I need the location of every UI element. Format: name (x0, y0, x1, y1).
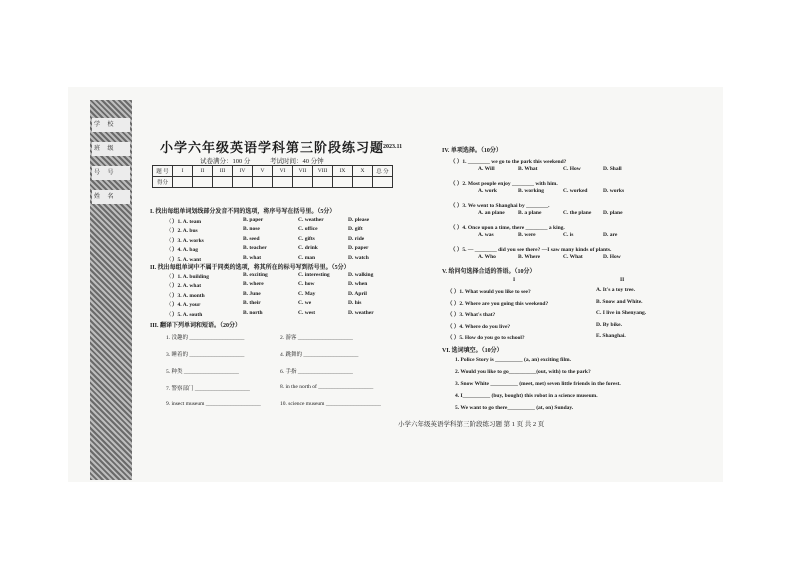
score-header: 总 分 (373, 166, 393, 177)
choice-option: ）4. A. bag (172, 247, 198, 254)
choice-option: ）4. A. your (172, 302, 201, 309)
answer-bracket: （ (166, 311, 172, 318)
score-cell[interactable] (333, 177, 353, 188)
answer-bracket: （ (166, 237, 172, 244)
choice-option: C. weather (298, 217, 324, 223)
choice-option: A. was (478, 232, 494, 238)
choice-option: B. teacher (243, 245, 267, 252)
choice-option: B. working (518, 188, 544, 194)
choice-option: D. are (603, 232, 618, 238)
number-field: 号 号 (92, 166, 130, 180)
choice-option: D. when (348, 281, 368, 288)
score-cell[interactable] (293, 177, 313, 188)
choice-option: C. office (298, 226, 318, 233)
answer-bracket: （ (166, 302, 172, 309)
choice-option: C. drink (298, 245, 318, 252)
choice-option: B. exciting (243, 272, 268, 278)
translation-item: 5. 种类 ____________________ (166, 369, 239, 375)
mc-question-1: （ ）1. ________ we go to the park this weekend? (450, 159, 567, 165)
choice-option: B. Where (518, 254, 541, 260)
section-4-heading: IV. 单项选择。（10分） (442, 148, 502, 154)
mc-question-2: （ ）2. Most people enjoy ________ with him. (450, 181, 558, 187)
translation-item: 3. 睡着的 ____________________ (166, 352, 245, 358)
choice-option: ）1. A. team (172, 219, 202, 225)
section-3-heading: III. 翻译下列单词和短语。（20分） (150, 323, 242, 329)
choice-option: B. where (243, 281, 264, 288)
score-cell[interactable] (373, 177, 393, 188)
match-question: （ ）2. Where are you going this weekend? (447, 300, 549, 307)
choice-option: C. How (563, 166, 581, 172)
choice-option: B. their (243, 300, 261, 307)
section-5-heading: V. 给问句选择合适的答语。（10分） (442, 269, 536, 275)
choice-option: A. an plane (478, 210, 505, 216)
choice-option: C. interesting (298, 272, 330, 278)
match-question: （ ）5. How do you go to school? (447, 335, 525, 341)
answer-bracket: （ (166, 274, 172, 280)
section-6-heading: VI. 选词填空。（10分） (442, 348, 503, 354)
choice-option: D. please (348, 217, 370, 223)
translation-item: 10. science museum ____________________ (280, 401, 381, 407)
translation-item: 8. in the north of ____________________ (280, 384, 374, 390)
score-header: II (193, 166, 213, 177)
score-header: IX (333, 166, 353, 177)
choice-option: D. How (603, 254, 621, 260)
answer-bracket: （ (166, 256, 172, 263)
exam-date: 2023.11 (383, 144, 403, 150)
fill-blank-item: 4. I__________ (buy, bought) this robot in a science museum. (455, 393, 598, 399)
choice-option: B. were (518, 232, 536, 238)
choice-option: ）2. A. bus (172, 228, 198, 235)
match-answer: E. Shanghai. (596, 333, 626, 339)
choice-option: C. how (298, 281, 315, 288)
choice-option: B. north (243, 309, 263, 316)
match-answer: B. Snow and White. (596, 298, 643, 305)
answer-bracket: （ (166, 228, 172, 235)
column-ii-label: II (620, 277, 625, 283)
choice-option: B. what (243, 254, 262, 261)
score-cell[interactable] (213, 177, 233, 188)
answer-bracket: （ (166, 283, 172, 290)
match-answer: C. I live in Shenyang. (596, 310, 647, 316)
fill-blank-item: 5. We want to go there__________ (at, on) Sunday. (455, 405, 574, 411)
choice-option: B. What (518, 166, 538, 172)
match-answer: D. By bike. (596, 321, 622, 328)
exam-info (200, 156, 342, 165)
choice-option: B. paper (243, 217, 264, 223)
choice-option: B. a plane (518, 210, 542, 216)
mc-question-5: （ ）5. — ________ did you see there? —I saw many kinds of plants. (450, 247, 612, 253)
match-answer: A. It's a toy tree. (596, 287, 635, 293)
score-cell[interactable] (253, 177, 273, 188)
choice-option: C. What (563, 254, 583, 260)
translation-item: 4. 跳舞的 ____________________ (280, 352, 359, 358)
column-i-label: I (513, 277, 516, 283)
choice-option: A. work (478, 188, 497, 194)
choice-option: ）3. A. month (172, 292, 205, 299)
page-title: 小学六年级英语学科第三阶段练习题 (160, 140, 385, 155)
choice-option: ）5. A. want (172, 256, 202, 263)
score-header: X (353, 166, 373, 177)
score-table (152, 165, 393, 188)
mc-question-3: （ ）3. We went to Shanghai by ________. (450, 203, 550, 209)
school-field: 学 校 (92, 118, 130, 132)
choice-option: D. plane (603, 210, 623, 216)
choice-option: C. gifts (298, 235, 315, 242)
choice-option: D. April (348, 290, 367, 297)
choice-option: D. watch (348, 254, 369, 261)
score-header: VI (273, 166, 293, 177)
choice-option: D. gift (348, 226, 363, 233)
choice-option: ）1. A. building (172, 274, 209, 280)
score-cell[interactable] (233, 177, 253, 188)
section-1-heading: I. 找出每组单词划线部分发音不同的选项，将序号写在括号里。（5分） (150, 209, 336, 215)
score-header: VII (293, 166, 313, 177)
choice-option: A. Will (478, 166, 495, 172)
match-question: （ ）3. What's that? (447, 312, 496, 318)
score-header: V (253, 166, 273, 177)
mc-question-4: （ ）4. Once upon a time, there ________ a king. (450, 225, 565, 231)
score-cell[interactable] (313, 177, 333, 188)
full-score: 试卷满分：100 分 (200, 158, 251, 165)
choice-option: C. May (298, 290, 316, 297)
match-question: （ ）1. What would you like to see? (447, 289, 531, 295)
choice-option: ）2. A. what (172, 283, 202, 290)
choice-option: D. ride (348, 235, 365, 242)
score-row-label: 得分 (153, 177, 173, 188)
choice-option: C. worked (563, 188, 588, 194)
choice-option: ）3. A. works (172, 237, 204, 244)
fill-blank-item: 2. Would you like to go__________(out, with) to the park? (455, 369, 591, 375)
score-cell[interactable] (353, 177, 373, 188)
translation-item: 1. 没趣的 ____________________ (166, 335, 245, 341)
score-cell[interactable] (193, 177, 213, 188)
choice-option: D. works (603, 188, 625, 194)
choice-option: C. we (298, 300, 312, 307)
match-question: （ ）4. Where do you live? (447, 323, 511, 330)
score-cell[interactable] (273, 177, 293, 188)
choice-option: ）5. A. south (172, 311, 203, 318)
score-header: VIII (313, 166, 333, 177)
score-header: III (213, 166, 233, 177)
choice-option: D. his (348, 300, 362, 307)
score-header: IV (233, 166, 253, 177)
score-header: 题 号 (153, 166, 173, 177)
choice-option: D. walking (348, 272, 374, 278)
choice-option: B. June (243, 290, 261, 297)
exam-time: 考试时间：40 分钟 (270, 158, 324, 165)
fill-blank-item: 3. Snow White __________ (meet, met) seven little friends in the forest. (455, 381, 621, 387)
page-footer: 小学六年级英语学科第三阶段练习题 第 1 页 共 2 页 (398, 421, 545, 428)
choice-option: C. is (563, 232, 574, 238)
choice-option: C. west (298, 309, 316, 316)
class-field: 班 级 (92, 142, 130, 156)
choice-option: D. Shall (603, 166, 622, 172)
fill-blank-item: 1. Police Story is __________ (a, an) exciting film. (455, 357, 571, 363)
choice-option: D. weather (348, 309, 374, 316)
choice-option: C. man (298, 254, 316, 261)
section-2-heading: II. 找出每组单词中不属于同类的选项，将其所在的标号写到括号里。（5分） (150, 265, 350, 271)
name-field: 姓 名 (92, 190, 130, 204)
choice-option: B. nose (243, 226, 260, 233)
choice-option: B. seed (243, 235, 260, 242)
answer-bracket: （ (166, 292, 172, 299)
answer-bracket: （ (166, 247, 172, 254)
translation-item: 6. 手指 ____________________ (280, 369, 353, 375)
choice-option: C. the plane (563, 210, 592, 216)
score-header: I (173, 166, 193, 177)
translation-item: 7. 警察部门 ____________________ (166, 386, 250, 392)
translation-item: 9. insect museum ____________________ (166, 401, 261, 407)
choice-option: A. Who (478, 254, 496, 260)
score-cell[interactable] (173, 177, 193, 188)
translation-item: 2. 游客 ____________________ (280, 335, 353, 341)
choice-option: D. paper (348, 245, 369, 252)
answer-bracket: （ (166, 219, 172, 225)
student-info-strip (90, 100, 132, 480)
